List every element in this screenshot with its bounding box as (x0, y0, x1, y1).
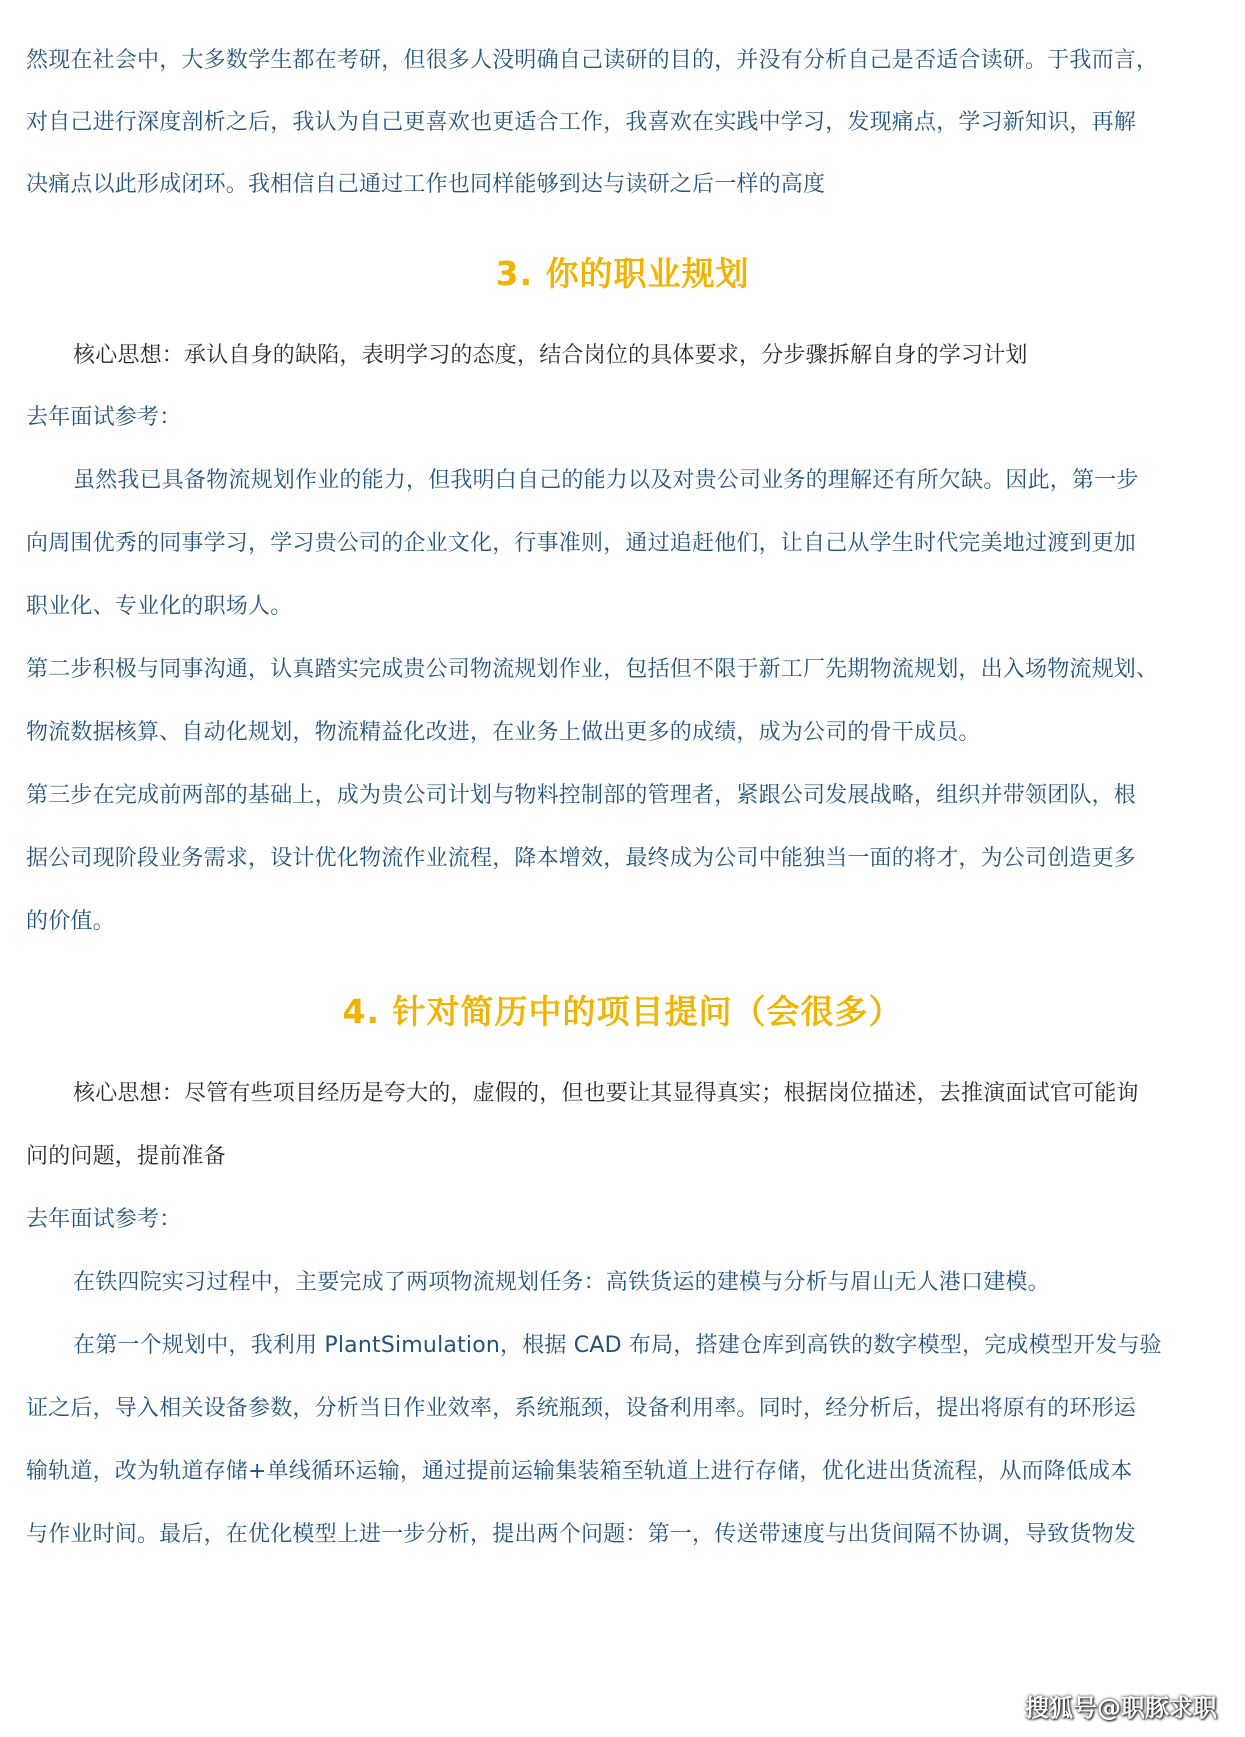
paragraph-line: 第二步积极与同事沟通，认真踏实完成贵公司物流规划作业，包括但不限于新工厂先期物流规划，出入场物流规划、 (26, 657, 1159, 682)
paragraph-line: 据公司现阶段业务需求，设计优化物流作业流程，降本增效，最终成为公司中能独当一面的将才，为公司创造更多 (26, 846, 1137, 871)
core-idea-text: 核心思想：尽管有些项目经历是夸大的，虚假的，但也要让其显得真实；根据岗位描述，去推演面试官可能询 (73, 1081, 1139, 1106)
paragraph-line: 在第一个规划中，我利用 PlantSimulation，根据 CAD 布局，搭建仓库到高铁的数字模型，完成模型开发与验 (73, 1333, 1162, 1358)
paragraph-line: 第三步在完成前两部的基础上，成为贵公司计划与物料控制部的管理者，紧跟公司发展战略，组织并带领团队，根 (26, 783, 1137, 808)
core-idea-text: 核心思想：承认自身的缺陷，表明学习的态度，结合岗位的具体要求，分步骤拆解自身的学习计划 (73, 343, 1028, 368)
paragraph-line: 证之后，导入相关设备参数，分析当日作业效率，系统瓶颈，设备利用率。同时，经分析后，提出将原有的环形运 (26, 1396, 1137, 1421)
paragraph-line: 然现在社会中，大多数学生都在考研，但很多人没明确自己读研的目的，并没有分析自己是否适合读研。于我而言， (26, 48, 1159, 73)
core-idea-text: 问的问题，提前准备 (26, 1144, 226, 1169)
paragraph-line: 与作业时间。最后，在优化模型上进一步分析，提出两个问题：第一，传送带速度与出货间隔不协调，导致货物发 (26, 1522, 1137, 1547)
paragraph-line: 职业化、专业化的职场人。 (26, 594, 293, 619)
paragraph-line: 对自己进行深度剖析之后，我认为自己更喜欢也更适合工作，我喜欢在实践中学习，发现痛点，学习新知识，再解 (26, 110, 1137, 135)
section-heading-career-plan: 3. 你的职业规划 (495, 254, 750, 293)
watermark: 搜狐号@职豚求职 (1025, 1694, 1217, 1722)
paragraph-line: 的价值。 (26, 909, 115, 934)
paragraph-line: 决痛点以此形成闭环。我相信自己通过工作也同样能够到达与读研之后一样的高度 (26, 172, 826, 197)
section-heading-project-questions: 4. 针对简历中的项目提问（会很多） (342, 992, 903, 1031)
paragraph-line: 虽然我已具备物流规划作业的能力，但我明白自己的能力以及对贵公司业务的理解还有所欠缺。因此，第一步 (73, 468, 1139, 493)
paragraph-line: 输轨道，改为轨道存储+单线循环运输，通过提前运输集装箱至轨道上进行存储，优化进出货流程，从而降低成本 (26, 1459, 1133, 1484)
paragraph-line: 向周围优秀的同事学习，学习贵公司的企业文化，行事准则，通过追赶他们，让自己从学生时代完美地过渡到更加 (26, 531, 1137, 556)
reference-label: 去年面试参考： (26, 1207, 182, 1232)
reference-label: 去年面试参考： (26, 405, 182, 430)
paragraph-line: 在铁四院实习过程中，主要完成了两项物流规划任务：高铁货运的建模与分析与眉山无人港口建模。 (73, 1270, 1050, 1295)
paragraph-line: 物流数据核算、自动化规划，物流精益化改进，在业务上做出更多的成绩，成为公司的骨干成员。 (26, 720, 981, 745)
